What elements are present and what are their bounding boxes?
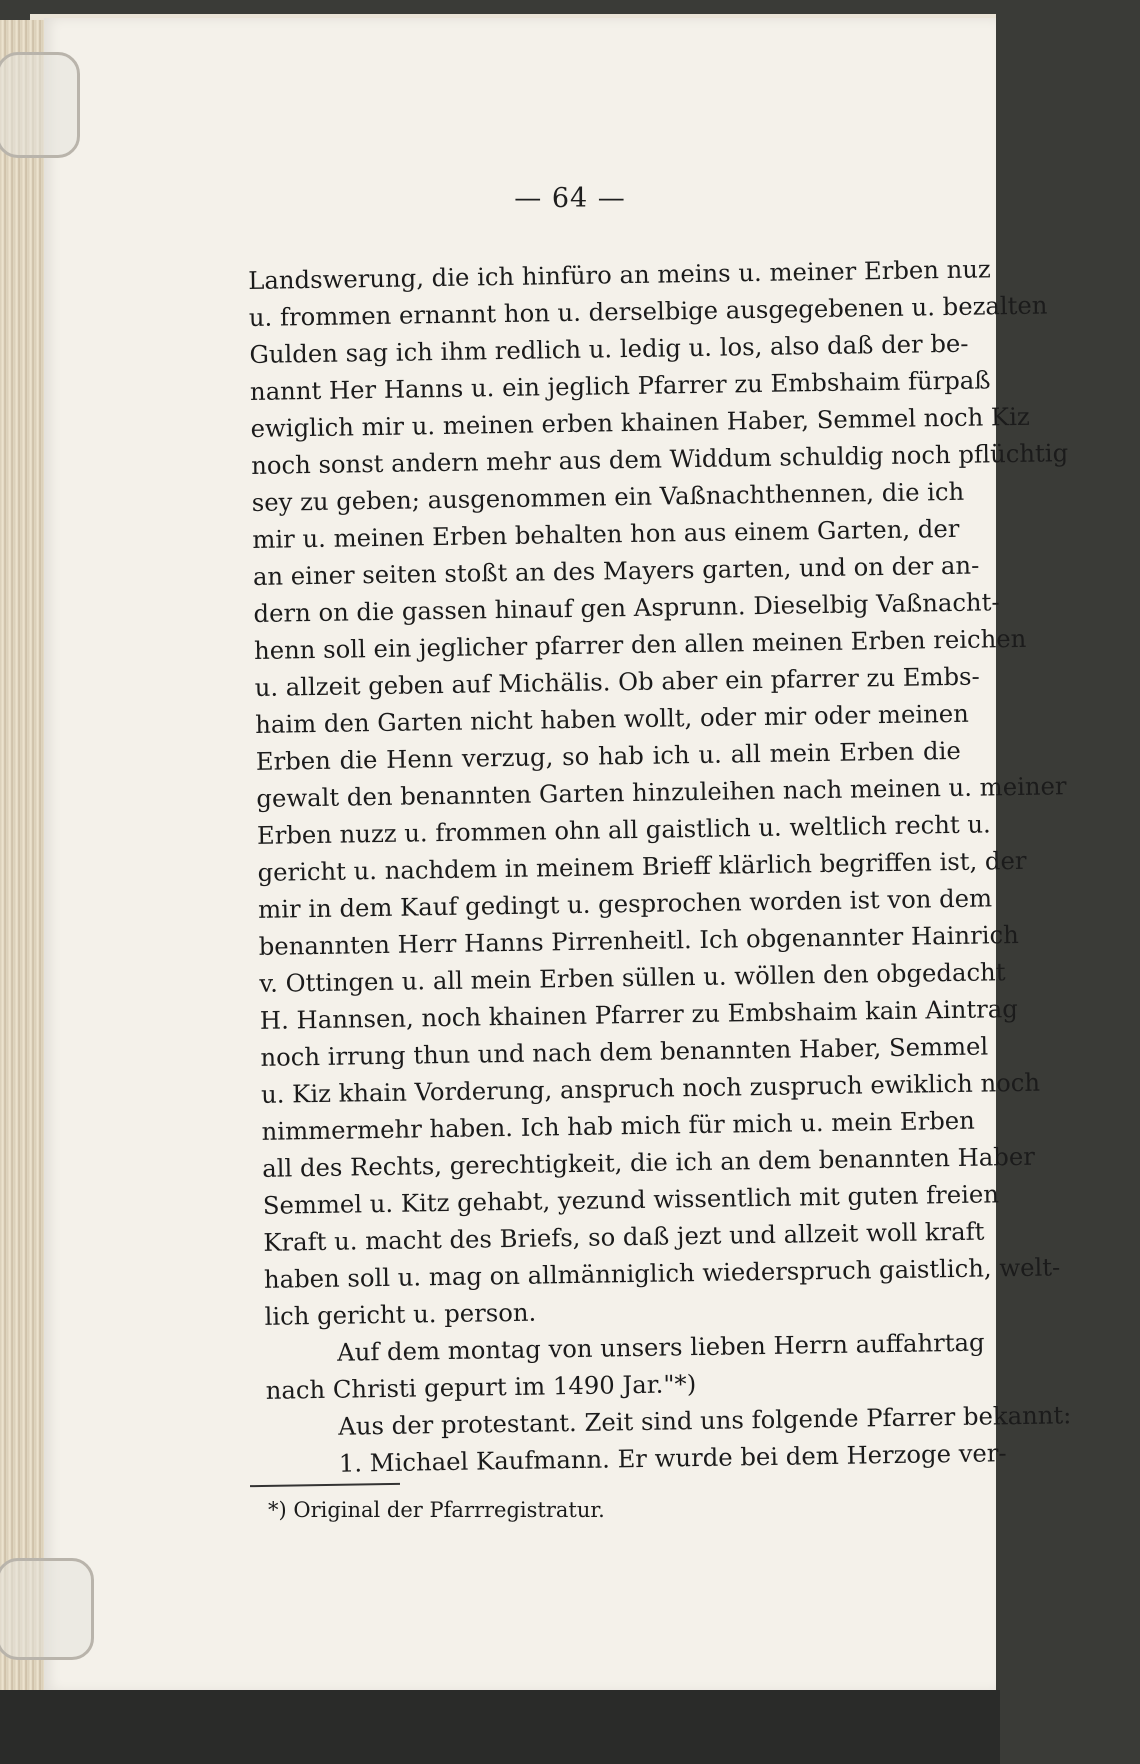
page-clip-top [0, 52, 80, 158]
text-line: Aus der protestant. Zeit sind uns folgende Pfarrer bekannt: [338, 1400, 1072, 1441]
text-line: Auf dem montag von unsers lieben Herrn auffahrtag [336, 1327, 985, 1367]
text-line: noch irrung thun und nach dem benannten Haber, Semmel [260, 1031, 989, 1072]
text-line: Kraft u. macht des Briefs, so daß jezt und allzeit woll kraft [263, 1216, 985, 1257]
body-text [248, 251, 1072, 1483]
text-line: sey zu geben; ausgenommen ein Vaßnachthennen, die ich [251, 476, 965, 517]
page-number: — 64 — [514, 183, 626, 214]
text-line: Semmel u. Kitz gehabt, yezund wissentlich mit guten freien [262, 1179, 1000, 1220]
text-line: all des Rechts, gerechtigkeit, die ich an dem benannten Haber [262, 1141, 1036, 1183]
text-line: mir u. meinen Erben behalten hon aus einem Garten, der [252, 513, 960, 554]
text-line: Erben die Henn verzug, so hab ich u. all mein Erben die [255, 735, 961, 776]
text-line: an einer seiten stoßt an des Mayers garten, und on der an- [252, 550, 980, 591]
text-line: henn soll ein jeglicher pfarrer den allen meinen Erben reichen [253, 623, 1027, 665]
footnote: *) Original der Pfarrregistratur. [268, 1498, 605, 1522]
text-line: haben soll u. mag on allmänniglich wiederspruch gaistlich, welt- [263, 1252, 1061, 1294]
text-line: haim den Garten nicht haben wollt, oder mir oder meinen [255, 698, 969, 739]
text-line: u. allzeit geben auf Michälis. Ob aber ein pfarrer zu Embs- [254, 661, 980, 702]
text-line: benannten Herr Hanns Pirrenheitl. Ich obgenannter Hainrich [258, 919, 1019, 961]
text-line: nimmermehr haben. Ich hab mich für mich u. mein Erben [261, 1105, 975, 1146]
background-bottom [0, 1690, 1000, 1764]
text-line: Gulden sag ich ihm redlich u. ledig u. los, also daß der be- [249, 328, 969, 369]
page-clip-bottom [0, 1558, 94, 1660]
text-line: 1. Michael Kaufmann. Er wurde bei dem Herzoge ver- [338, 1438, 1007, 1478]
text-line: Landswerung, die ich hinfüro an meins u. meiner Erben nuz [248, 254, 991, 295]
text-line: gewalt den benannten Garten hinzuleihen nach meinen u. meiner [256, 771, 1067, 813]
text-line: noch sonst andern mehr aus dem Widdum schuldig noch pflüchtig [250, 438, 1069, 480]
text-line: v. Ottingen u. all mein Erben süllen u. wöllen den obgedacht [259, 957, 1006, 998]
text-line: u. frommen ernannt hon u. derselbige ausgegebenen u. bezalten [248, 290, 1048, 332]
text-line: dern on die gassen hinauf gen Asprunn. Dieselbig Vaßnacht- [253, 587, 1000, 628]
text-line: lich gericht u. person. [264, 1297, 537, 1331]
text-line: ewiglich mir u. meinen erben khainen Haber, Semmel noch Kiz [250, 401, 1030, 443]
text-line: H. Hannsen, noch khainen Pfarrer zu Embshaim kain Aintrag [259, 994, 1019, 1035]
text-line: gericht u. nachdem in meinem Brieff klärlich begriffen ist, der [257, 845, 1027, 887]
text-line: mir in dem Kauf gedingt u. gesprochen worden ist von dem [257, 883, 993, 924]
text-line: nannt Her Hanns u. ein jeglich Pfarrer zu Embshaim fürpaß [249, 365, 991, 406]
text-line: Erben nuzz u. frommen ohn all gaistlich u. weltlich recht u. [256, 809, 991, 850]
text-line: u. Kiz khain Vorderung, anspruch noch zuspruch ewiklich noch [260, 1067, 1041, 1109]
text-line: nach Christi gepurt im 1490 Jar."*) [265, 1369, 697, 1405]
